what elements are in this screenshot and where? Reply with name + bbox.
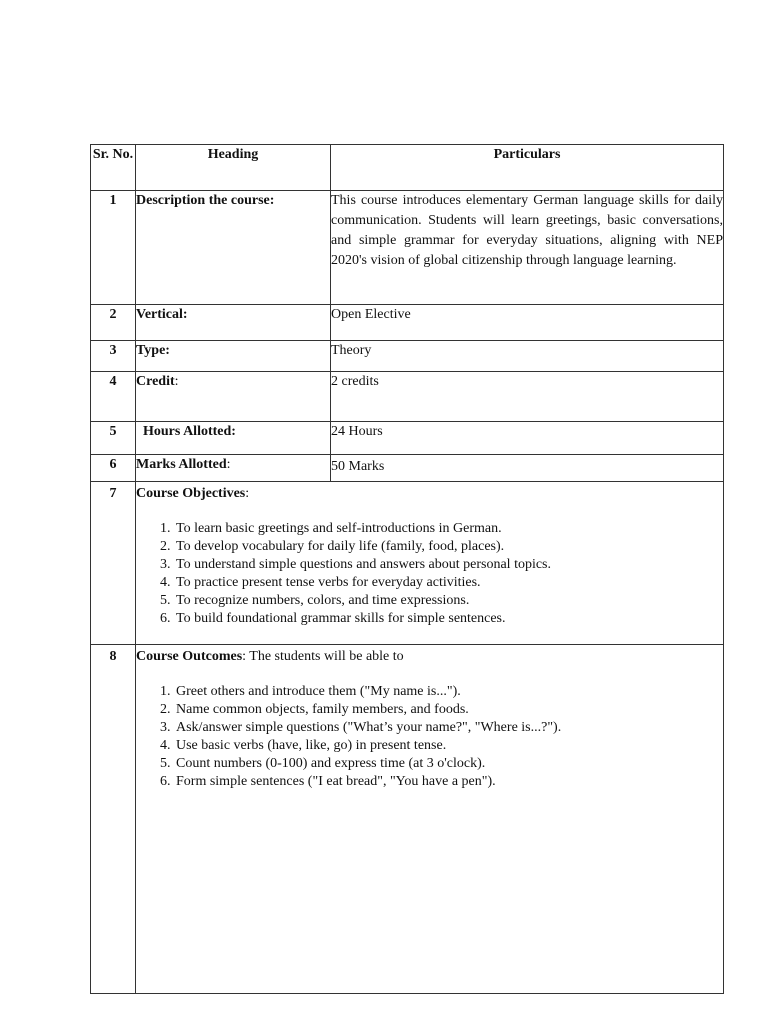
row-heading-text: Credit [136,374,175,389]
outcomes-title-suffix: : The students will be able to [242,649,404,664]
particulars-header: Particulars [331,145,724,191]
row-number: 1 [91,191,136,305]
row-value: 50 Marks [331,455,724,482]
header-row [91,145,724,191]
row-heading [136,372,331,422]
row-heading-colon: : [174,374,179,389]
course-table [90,144,724,994]
row-value: 2 credits [331,372,724,422]
row-value: Open Elective [331,305,724,341]
list-item: 2. To develop vocabulary for daily life (family, food, places). [174,538,723,556]
row-heading-text: Marks Allotted [136,457,227,472]
list-item: 6. To build foundational grammar skills for simple sentences. [174,610,723,628]
objectives-cell [136,482,724,645]
objectives-title-suffix: : [245,486,250,501]
heading-header: Heading [136,145,331,191]
row-value: 24 Hours [331,422,724,455]
row-number: 5 [91,422,136,455]
objectives-list [136,520,723,628]
outcomes-title [136,647,723,667]
outcomes-row [91,645,724,994]
outcomes-list [136,683,723,791]
row-heading [136,455,331,482]
row-value: Theory [331,341,724,372]
list-item: 5. Count numbers (0-100) and express time (at 3 o'clock). [174,755,723,773]
objectives-title-text: Course Objectives [136,486,246,501]
row-number: 7 [91,482,136,645]
table-row [91,422,724,455]
objectives-row [91,482,724,645]
row-number: 3 [91,341,136,372]
list-item: 1. Greet others and introduce them ("My name is..."). [174,683,723,701]
table-row [91,305,724,341]
list-item: 5. To recognize numbers, colors, and time expressions. [174,592,723,610]
row-heading-colon: : [226,457,231,472]
table-row [91,372,724,422]
row-number: 2 [91,305,136,341]
row-number: 4 [91,372,136,422]
row-heading: Type: [136,341,331,372]
table-row [91,455,724,482]
row-heading: Vertical: [136,305,331,341]
table-row [91,341,724,372]
objectives-title [136,484,723,504]
list-item: 3. Ask/answer simple questions ("What’s your name?", "Where is...?"). [174,719,723,737]
row-number: 8 [91,645,136,994]
table-row [91,191,724,305]
list-item: 3. To understand simple questions and answers about personal topics. [174,556,723,574]
row-value: This course introduces elementary German language skills for daily communication. Students will learn greetings, basic conversations, and simple grammar for everyday situations, aligning with NEP 2020's vision of global citizenship through language learning. [331,191,724,305]
list-item: 2. Name common objects, family members, and foods. [174,701,723,719]
list-item: 1. To learn basic greetings and self-introductions in German. [174,520,723,538]
outcomes-cell [136,645,724,994]
list-item: 6. Form simple sentences ("I eat bread", "You have a pen"). [174,773,723,791]
row-number: 6 [91,455,136,482]
outcomes-title-text: Course Outcomes [136,649,243,664]
sr-no-header: Sr. No. [91,145,136,191]
row-heading: Hours Allotted: [136,422,331,455]
row-heading: Description the course: [136,191,331,305]
list-item: 4. Use basic verbs (have, like, go) in present tense. [174,737,723,755]
list-item: 4. To practice present tense verbs for everyday activities. [174,574,723,592]
